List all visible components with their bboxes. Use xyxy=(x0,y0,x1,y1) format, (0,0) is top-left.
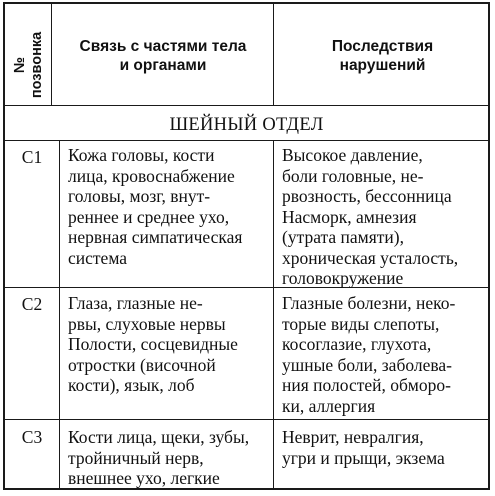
organs-cell: Кости лица, щеки, зубы, тройничный нерв, внешнее ухо, легкие xyxy=(68,427,250,488)
organs-cell: Кожа головы, кости лица, кровоснабжение головы, мозг, внут- реннее и среднее ухо, нервная симпатическая система xyxy=(68,145,243,268)
header-divider xyxy=(5,105,488,106)
col-divider-1 xyxy=(51,4,52,105)
vertebra-code: С3 xyxy=(21,427,43,447)
effects-cell: Глазные болезни, неко- торые виды слепоты, косоглазие, глухота, ушные боли, заболева- ния полостей, обморо- ки, аллергия xyxy=(282,293,456,416)
vertebra-code: С1 xyxy=(21,147,43,167)
col-divider-2 xyxy=(273,4,274,105)
organs-cell: Глаза, глазные не- рвы, слуховые нервы Полости, сосцевидные отростки (височной кости), язык, лоб xyxy=(68,293,238,395)
effects-cell: Неврит, невралгия, угри и прыщи, экзема xyxy=(282,427,445,468)
header-vertebra-number xyxy=(12,17,46,112)
header-effects: Последствия нарушений xyxy=(331,38,434,74)
section-title: ШЕЙНЫЙ ОТДЕЛ xyxy=(169,115,324,135)
vertebra-code: С2 xyxy=(21,294,43,314)
vertebrae-table xyxy=(3,2,490,490)
col-divider-1-body xyxy=(59,140,60,490)
effects-cell: Высокое давление, боли головные, не- рвозность, бессонница Насморк, амнезия (утрата памяти), хроническая усталость, головокружение xyxy=(282,145,459,288)
header-organs: Связь с частями тела и органами xyxy=(79,38,247,74)
section-divider xyxy=(5,140,488,141)
row-divider-2 xyxy=(5,419,488,420)
col-divider-2-body xyxy=(273,140,274,490)
header-vertebra-number-label: № позвонка xyxy=(12,31,45,98)
